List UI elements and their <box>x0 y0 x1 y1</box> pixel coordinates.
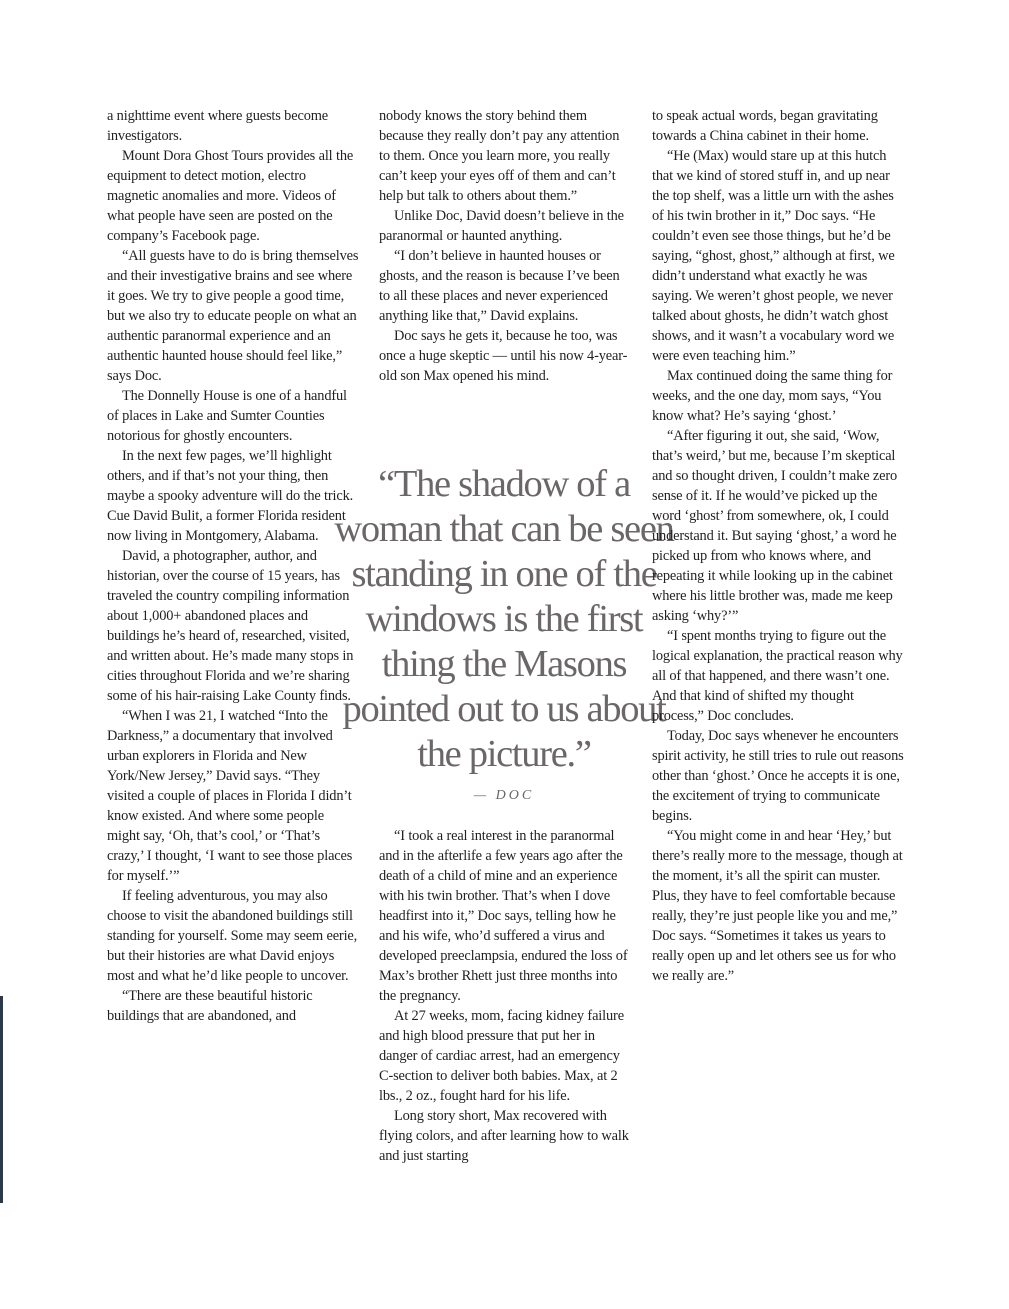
pull-quote: “The shadow of a woman that can be seen standing in one of the windows is the first thing the Masons pointed out to us about the picture.” <box>334 463 674 775</box>
paragraph: “He (Max) would stare up at this hutch that we kind of stored stuff in, and up near the top shelf, was a little urn with the ashes of his twin brother in it,” Doc says. “He couldn’t even see those things, but he’d be saying, “ghost, ghost,” although at first, we didn’t understand what exactly he was saying. We weren’t ghost people, we never talked about ghosts, he didn’t watch ghost shows, and it wasn’t a vocabulary word we were even teaching him.” <box>652 148 895 364</box>
paragraph: David, a photographer, author, and historian, over the course of 15 years, has traveled the country compiling information about 1,000+ abandoned places and buildings he’s heard of, researched, visited, and written about. He’s made many stops in cities throughout Florida and we’re sharing some of his hair-raising Lake County finds. <box>107 548 354 704</box>
paragraph: “I took a real interest in the paranormal and in the afterlife a few years ago after the death of a child of mine and an experience with his twin brother. That’s when I dove headfirst into it,” Doc says, telling how he and his wife, who’d suffered a virus and developed preeclampsia, endured the loss of Max’s brother Rhett just three months into the pregnancy. <box>379 828 628 1004</box>
paragraph: “I don’t believe in haunted houses or ghosts, and the reason is because I’ve been to all these places and never experienced anything like that,” David explains. <box>379 248 620 324</box>
paragraph: At 27 weeks, mom, facing kidney failure and high blood pressure that put her in danger of cardiac arrest, had an emergency C-section to deliver both babies. Max, at 2 lbs., 2 oz., fought hard for his life. <box>379 1008 624 1104</box>
paragraph: to speak actual words, began gravitating towards a China cabinet in their home. <box>652 108 878 144</box>
paragraph: a nighttime event where guests become investigators. <box>107 108 329 144</box>
paragraph: In the next few pages, we’ll highlight others, and if that’s not your thing, then maybe a spooky adventure will do the trick. Cue David Bulit, a former Florida resident now living in Montgomery, Alabama. <box>107 448 354 544</box>
left-edge-image-strip <box>0 996 3 1203</box>
article-column-2-bottom <box>379 826 631 1166</box>
paragraph: “There are these beautiful historic buildings that are abandoned, and <box>107 988 313 1024</box>
paragraph: Unlike Doc, David doesn’t believe in the paranormal or haunted anything. <box>379 208 624 244</box>
paragraph: Mount Dora Ghost Tours provides all the equipment to detect motion, electro magnetic anomalies and more. Videos of what people have seen are posted on the company’s Facebook page. <box>107 148 354 244</box>
paragraph: “You might come in and hear ‘Hey,’ but there’s really more to the message, though at the moment, it’s all the spirit can muster. Plus, they have to feel comfortable because really, they’re just people like you and me,” Doc says. “Sometimes it takes us years to really open up and let others see us for who we really are.” <box>652 828 903 984</box>
article-column-3 <box>652 106 908 986</box>
paragraph: “All guests have to do is bring themselves and their investigative brains and see where it goes. We try to give people a good time, but we also try to educate people on what an authentic paranormal experience and an authentic haunted house should feel like,” says Doc. <box>107 248 359 384</box>
article-column-2-top <box>379 106 631 386</box>
paragraph: The Donnelly House is one of a handful of places in Lake and Sumter Counties notorious for ghostly encounters. <box>107 388 347 444</box>
paragraph: “After figuring it out, she said, ‘Wow, that’s weird,’ but me, because I’m skeptical and so thought driven, I couldn’t make zero sense of it. If he would’ve picked up the word ‘ghost’ from somewhere, ok, I could understand it. But saying ‘ghost,’ a word he picked up from who knows where, and repeating it while looking up in the cabinet where his little brother was, made me keep asking ‘why?’” <box>652 428 898 624</box>
paragraph: “I spent months trying to figure out the logical explanation, the practical reason why all of that happened, and there wasn’t one. And that kind of shifted my thought process,” Doc concludes. <box>652 628 903 724</box>
article-column-1 <box>107 106 359 1026</box>
paragraph: Doc says he gets it, because he too, was once a huge skeptic — until his now 4-year-old son Max opened his mind. <box>379 328 628 384</box>
pull-quote-attribution: — DOC <box>473 788 535 803</box>
paragraph: If feeling adventurous, you may also choose to visit the abandoned buildings still standing for yourself. Some may seem eerie, but their histories are what David enjoys most and what he’d like people to uncover. <box>107 888 358 984</box>
paragraph: nobody knows the story behind them because they really don’t pay any attention to them. Once you learn more, you really can’t keep your eyes off of them and can’t help but talk to others about them.” <box>379 108 620 204</box>
paragraph: “When I was 21, I watched “Into the Darkness,” a documentary that involved urban explorers in Florida and New York/New Jersey,” David says. “They visited a couple of places in Florida I didn’t know existed. And where some people might say, ‘Oh, that’s cool,’ or ‘That’s crazy,’ I thought, ‘I want to see those places for myself.’” <box>107 708 353 884</box>
paragraph: Max continued doing the same thing for weeks, and the one day, mom says, “You know what? He’s saying ‘ghost.’ <box>652 368 893 424</box>
paragraph: Today, Doc says whenever he encounters spirit activity, he still tries to rule out reasons other than ‘ghost.’ Once he accepts it is one, the excitement of trying to communicate begins. <box>652 728 904 824</box>
paragraph: Long story short, Max recovered with flying colors, and after learning how to walk and just starting <box>379 1108 629 1164</box>
